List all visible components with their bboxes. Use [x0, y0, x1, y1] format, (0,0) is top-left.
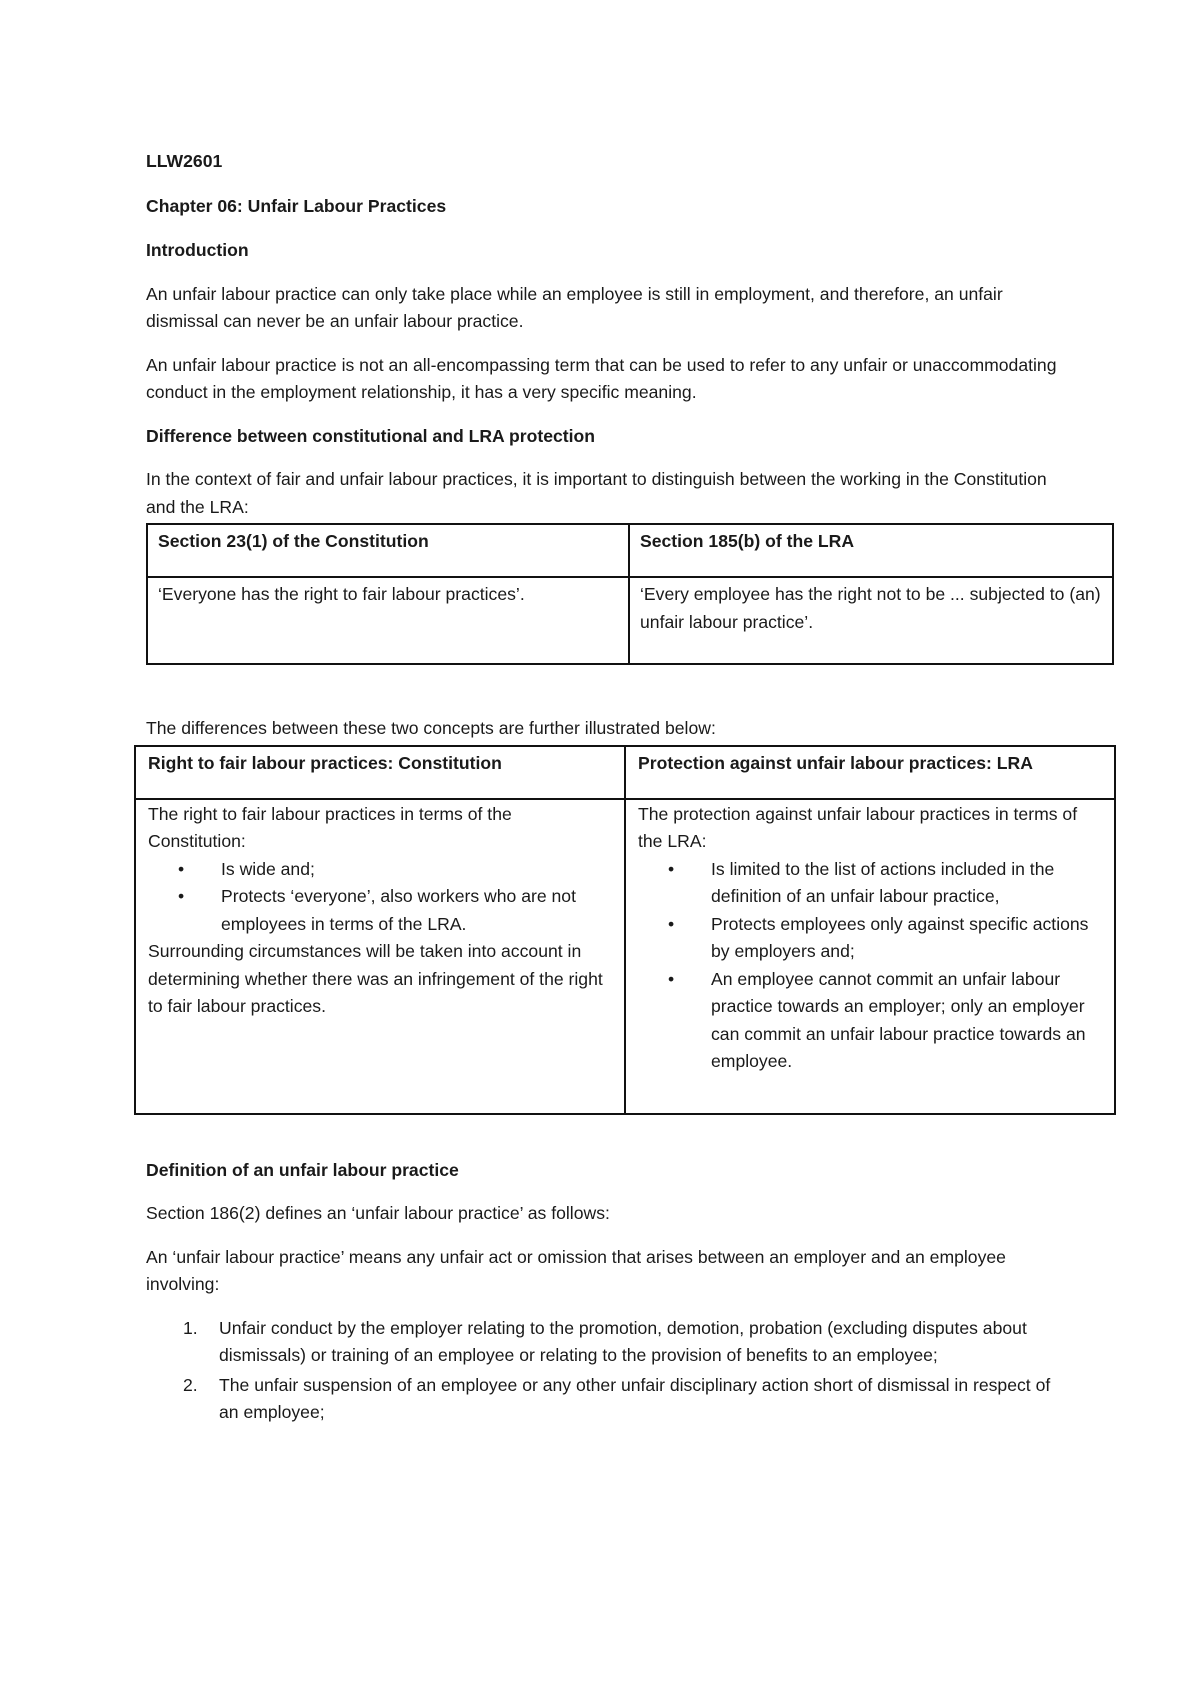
list-number: 1.: [183, 1317, 198, 1338]
list-item: • Is wide and;: [221, 856, 614, 884]
definition-list: [146, 1315, 1068, 1427]
difference-paragraph: In the context of fair and unfair labour practices, it is important to distinguish between the working in the Constitution and the LRA:: [146, 469, 1047, 517]
comparison-table-sections: [146, 523, 1114, 665]
chapter-title: Chapter 06: Unfair Labour Practices: [146, 195, 447, 216]
table-cell: ‘Everyone has the right to fair labour practices’.: [147, 577, 629, 664]
table-header-row: [135, 746, 1115, 799]
bullet-icon: •: [178, 858, 185, 879]
table-header-row: [147, 524, 1113, 577]
cell-intro: The right to fair labour practices in terms of the Constitution:: [148, 803, 512, 851]
table-header-cell: Section 185(b) of the LRA: [629, 524, 1113, 577]
table-row: [135, 799, 1115, 1114]
bullet-icon: •: [668, 913, 675, 934]
table-header-cell: Right to fair labour practices: Constitution: [135, 746, 625, 799]
list-item: 2. The unfair suspension of an employee or any other unfair disciplinary action short of dismissal in respect of an employee;: [219, 1372, 1068, 1427]
table-header-cell: Protection against unfair labour practices: LRA: [625, 746, 1115, 799]
intro-heading: Introduction: [146, 240, 249, 260]
cell-intro: The protection against unfair labour practices in terms of the LRA:: [638, 803, 1078, 851]
table-header-cell: Section 23(1) of the Constitution: [147, 524, 629, 577]
bullet-icon: •: [668, 858, 675, 879]
definition-intro: Section 186(2) defines an ‘unfair labour practice’ as follows:: [146, 1203, 610, 1223]
definition-heading: Definition of an unfair labour practice: [146, 1159, 459, 1180]
bullet-icon: •: [178, 886, 185, 906]
list-item: • Protects ‘everyone’, also workers who are not employees in terms of the LRA.: [221, 883, 614, 938]
list-item: 1. Unfair conduct by the employer relating to the promotion, demotion, probation (excluding disputes about dismissals) or training of an employee or relating to the provision of benefits to an employee;: [219, 1315, 1068, 1370]
intro-paragraph-2: An unfair labour practice is not an all-encompassing term that can be used to refer to any unfair or unaccommodating conduct in the employment relationship, it has a very specific meaning.: [146, 354, 1057, 402]
table-row: [147, 577, 1113, 664]
table-cell-lra: [625, 799, 1115, 1114]
comparison-table-protections: [134, 745, 1116, 1115]
document-page: [146, 148, 1101, 1429]
definition-lead: An ‘unfair labour practice’ means any unfair act or omission that arises between an employer and an employee involving:: [146, 1246, 1006, 1294]
cell-outro: Surrounding circumstances will be taken into account in determining whether there was an infringement of the right to fair labour practices.: [148, 941, 603, 1016]
intro-paragraph-1: An unfair labour practice can only take place while an employee is still in employment, and therefore, an unfair dismissal can never be an unfair labour practice.: [146, 283, 1003, 331]
table-cell: ‘Every employee has the right not to be ... subjected to (an) unfair labour practice’.: [629, 577, 1113, 664]
difference-heading: Difference between constitutional and LRA protection: [146, 425, 596, 446]
course-code: LLW2601: [146, 151, 223, 171]
bullet-list: [638, 856, 1104, 1076]
list-item: • An employee cannot commit an unfair labour practice towards an employer; only an employer can commit an unfair labour practice towards an employee.: [711, 966, 1104, 1076]
table-cell-constitution: [135, 799, 625, 1114]
bullet-list: [148, 856, 614, 939]
between-tables-text: The differences between these two concepts are further illustrated below:: [146, 718, 716, 738]
list-item: • Protects employees only against specific actions by employers and;: [711, 911, 1104, 966]
bullet-icon: •: [668, 968, 675, 989]
list-number: 2.: [183, 1374, 198, 1395]
list-item: • Is limited to the list of actions included in the definition of an unfair labour practice,: [711, 856, 1104, 911]
